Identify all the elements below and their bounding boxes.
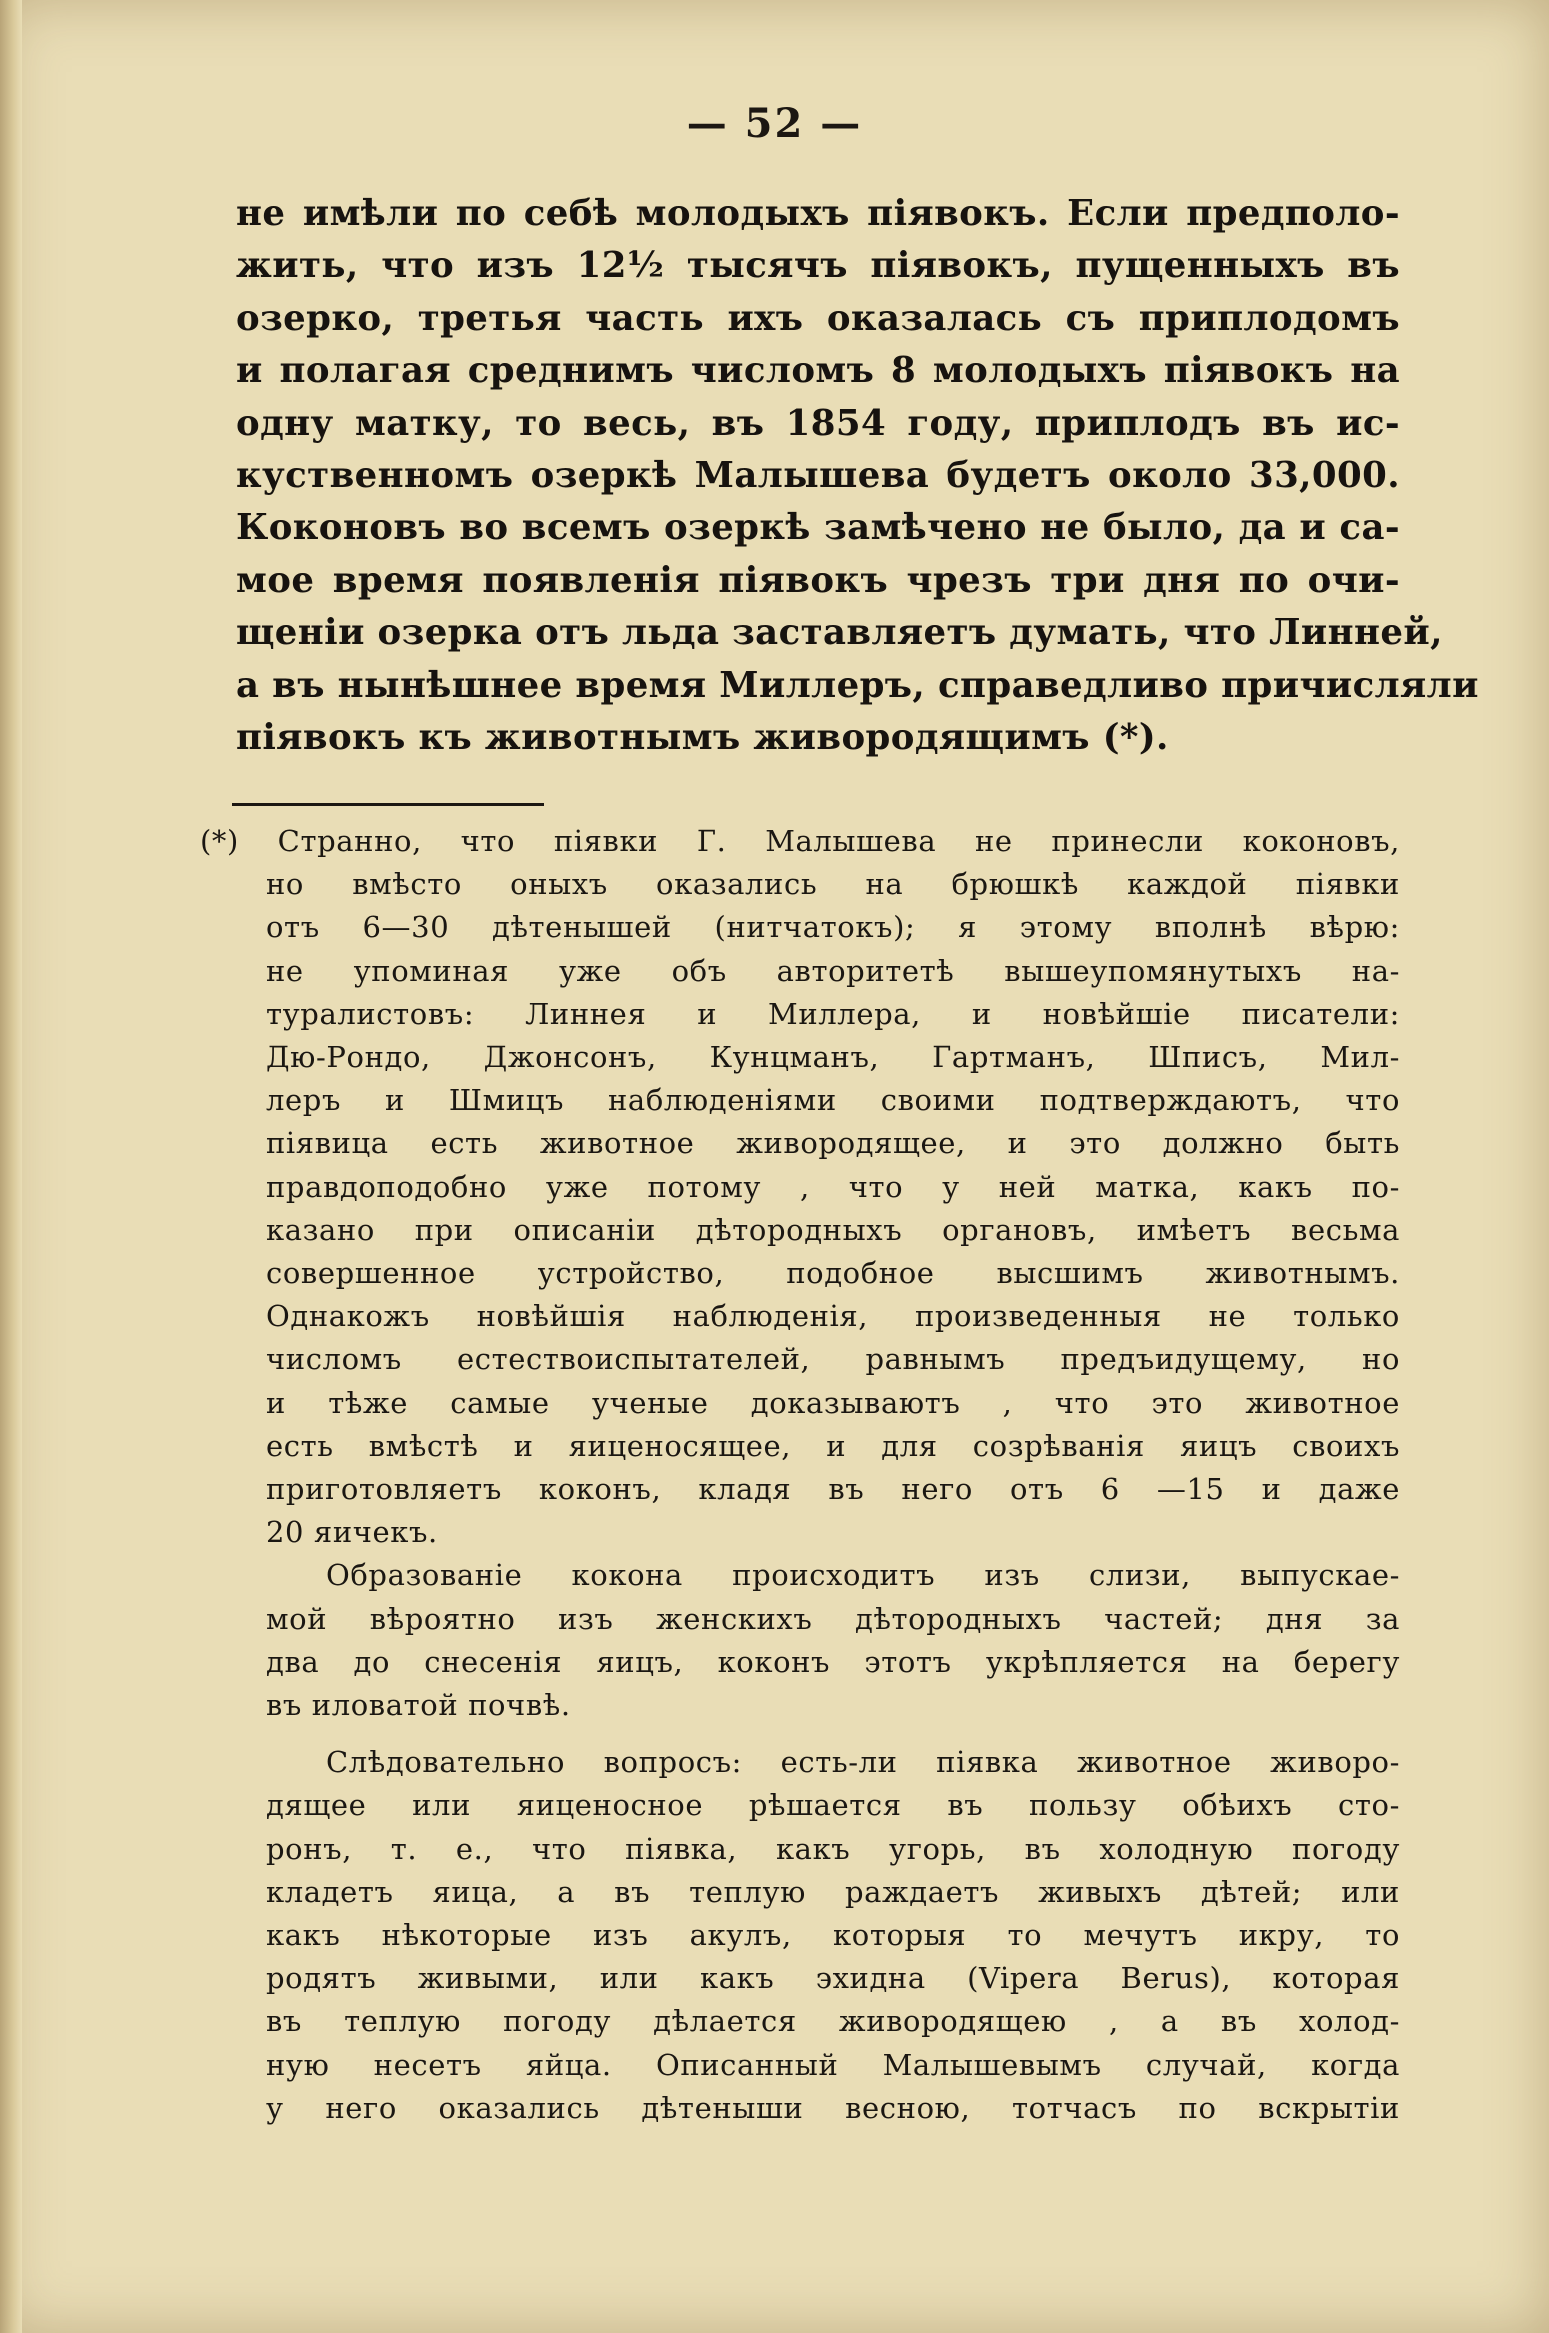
footnote-line: есть вмѣстѣ и яиценосящее, и для созрѣванія яицъ своихъ	[266, 1428, 1400, 1463]
text-line: мое время появленія піявокъ чрезъ три дня по очи-	[236, 559, 1400, 601]
text-line: не имѣли по себѣ молодыхъ піявокъ. Если предполо-	[236, 193, 1400, 234]
footnote-line: Слѣдовательно вопросъ: есть-ли піявка животное живоро-	[326, 1745, 1400, 1780]
text-line: и полагая среднимъ числомъ 8 молодыхъ піявокъ на	[236, 350, 1400, 392]
footnote-line: Однакожъ новѣйшія наблюденія, произведенныя не только	[266, 1299, 1400, 1334]
footnote-line: піявица есть животное живородящее, и это должно быть	[266, 1126, 1400, 1161]
footnote-line: не упоминая уже объ авторитетѣ вышеупомянутыхъ на-	[266, 953, 1400, 988]
footnote	[200, 820, 1400, 2130]
footnote-line: правдоподобно уже потому , что у ней матка, какъ по-	[266, 1169, 1400, 1204]
text-line: куственномъ озеркѣ Малышева будетъ около 33,000.	[236, 455, 1400, 497]
footnote-line: 20 яичекъ.	[266, 1515, 438, 1550]
footnote-line: какъ нѣкоторые изъ акулъ, которыя то мечутъ икру, то	[266, 1918, 1400, 1953]
footnote-line: въ иловатой почвѣ.	[266, 1688, 571, 1723]
footnote-line: приготовляетъ коконъ, кладя въ него отъ 6 —15 и даже	[266, 1472, 1400, 1507]
main-text	[236, 188, 1479, 764]
footnote-line: туралистовъ: Линнея и Миллера, и новѣйшіе писатели:	[266, 996, 1400, 1031]
footnote-divider	[232, 803, 544, 806]
footnote-line: въ теплую погоду дѣлается живородящею , а въ холод-	[266, 2004, 1400, 2039]
footnote-line: числомъ естествоиспытателей, равнымъ предъидущему, но	[266, 1342, 1400, 1377]
footnote-line: совершенное устройство, подобное высшимъ животнымъ.	[266, 1256, 1400, 1291]
text-line: а въ нынѣшнее время Миллеръ, справедливо причисляли	[236, 664, 1479, 706]
footnote-line: у него оказались дѣтеныши весною, тотчасъ по вскрытіи	[266, 2090, 1400, 2125]
footnote-line: и тѣже самые ученые доказываютъ , что это животное	[266, 1385, 1400, 1420]
footnote-line: леръ и Шмицъ наблюденіями своими подтверждаютъ, что	[266, 1083, 1400, 1118]
footnote-line: родятъ живыми, или какъ эхидна (Vipera Berus), которая	[266, 1961, 1400, 1996]
footnote-line: кладетъ яица, а въ теплую раждаетъ живыхъ дѣтей; или	[266, 1874, 1400, 1909]
footnote-line: Образованіе кокона происходитъ изъ слизи, выпускае-	[326, 1558, 1400, 1593]
text-line: щеніи озерка отъ льда заставляетъ думать, что Линней,	[236, 612, 1443, 654]
footnote-line: мой вѣроятно изъ женскихъ дѣтородныхъ частей; дня за	[266, 1601, 1400, 1636]
footnote-line: отъ 6—30 дѣтенышей (нитчатокъ); я этому вполнѣ вѣрю:	[266, 910, 1400, 945]
text-line: Коконовъ во всемъ озеркѣ замѣчено не было, да и са-	[236, 507, 1400, 549]
footnote-line: (*) Странно, что піявки Г. Малышева не принесли коконовъ,	[200, 824, 1400, 858]
footnote-line: Дю-Рондо, Джонсонъ, Кунцманъ, Гартманъ, Шписъ, Мил-	[266, 1040, 1400, 1075]
footnote-line: дящее или яиценосное рѣшается въ пользу обѣихъ сто-	[266, 1788, 1400, 1823]
footnote-line: два до снесенія яицъ, коконъ этотъ укрѣпляется на берегу	[266, 1644, 1400, 1679]
text-line: піявокъ къ животнымъ живородящимъ (*).	[236, 717, 1169, 759]
text-line: одну матку, то весь, въ 1854 году, приплодъ въ ис-	[236, 402, 1400, 444]
footnote-line: ную несетъ яйца. Описанный Малышевымъ случай, когда	[266, 2047, 1400, 2082]
footnote-line: но вмѣсто оныхъ оказались на брюшкѣ каждой піявки	[266, 867, 1400, 902]
text-line: жить, что изъ 12½ тысячъ піявокъ, пущенныхъ въ	[236, 245, 1400, 287]
text-line: озерко, третья часть ихъ оказалась съ приплодомъ	[236, 297, 1400, 339]
page-gutter	[0, 0, 22, 2333]
footnote-line: ронъ, т. е., что піявка, какъ угорь, въ холодную погоду	[266, 1831, 1400, 1866]
page-number: — 52 —	[686, 100, 863, 147]
footnote-line: казано при описаніи дѣтородныхъ органовъ, имѣетъ весьма	[266, 1212, 1400, 1247]
